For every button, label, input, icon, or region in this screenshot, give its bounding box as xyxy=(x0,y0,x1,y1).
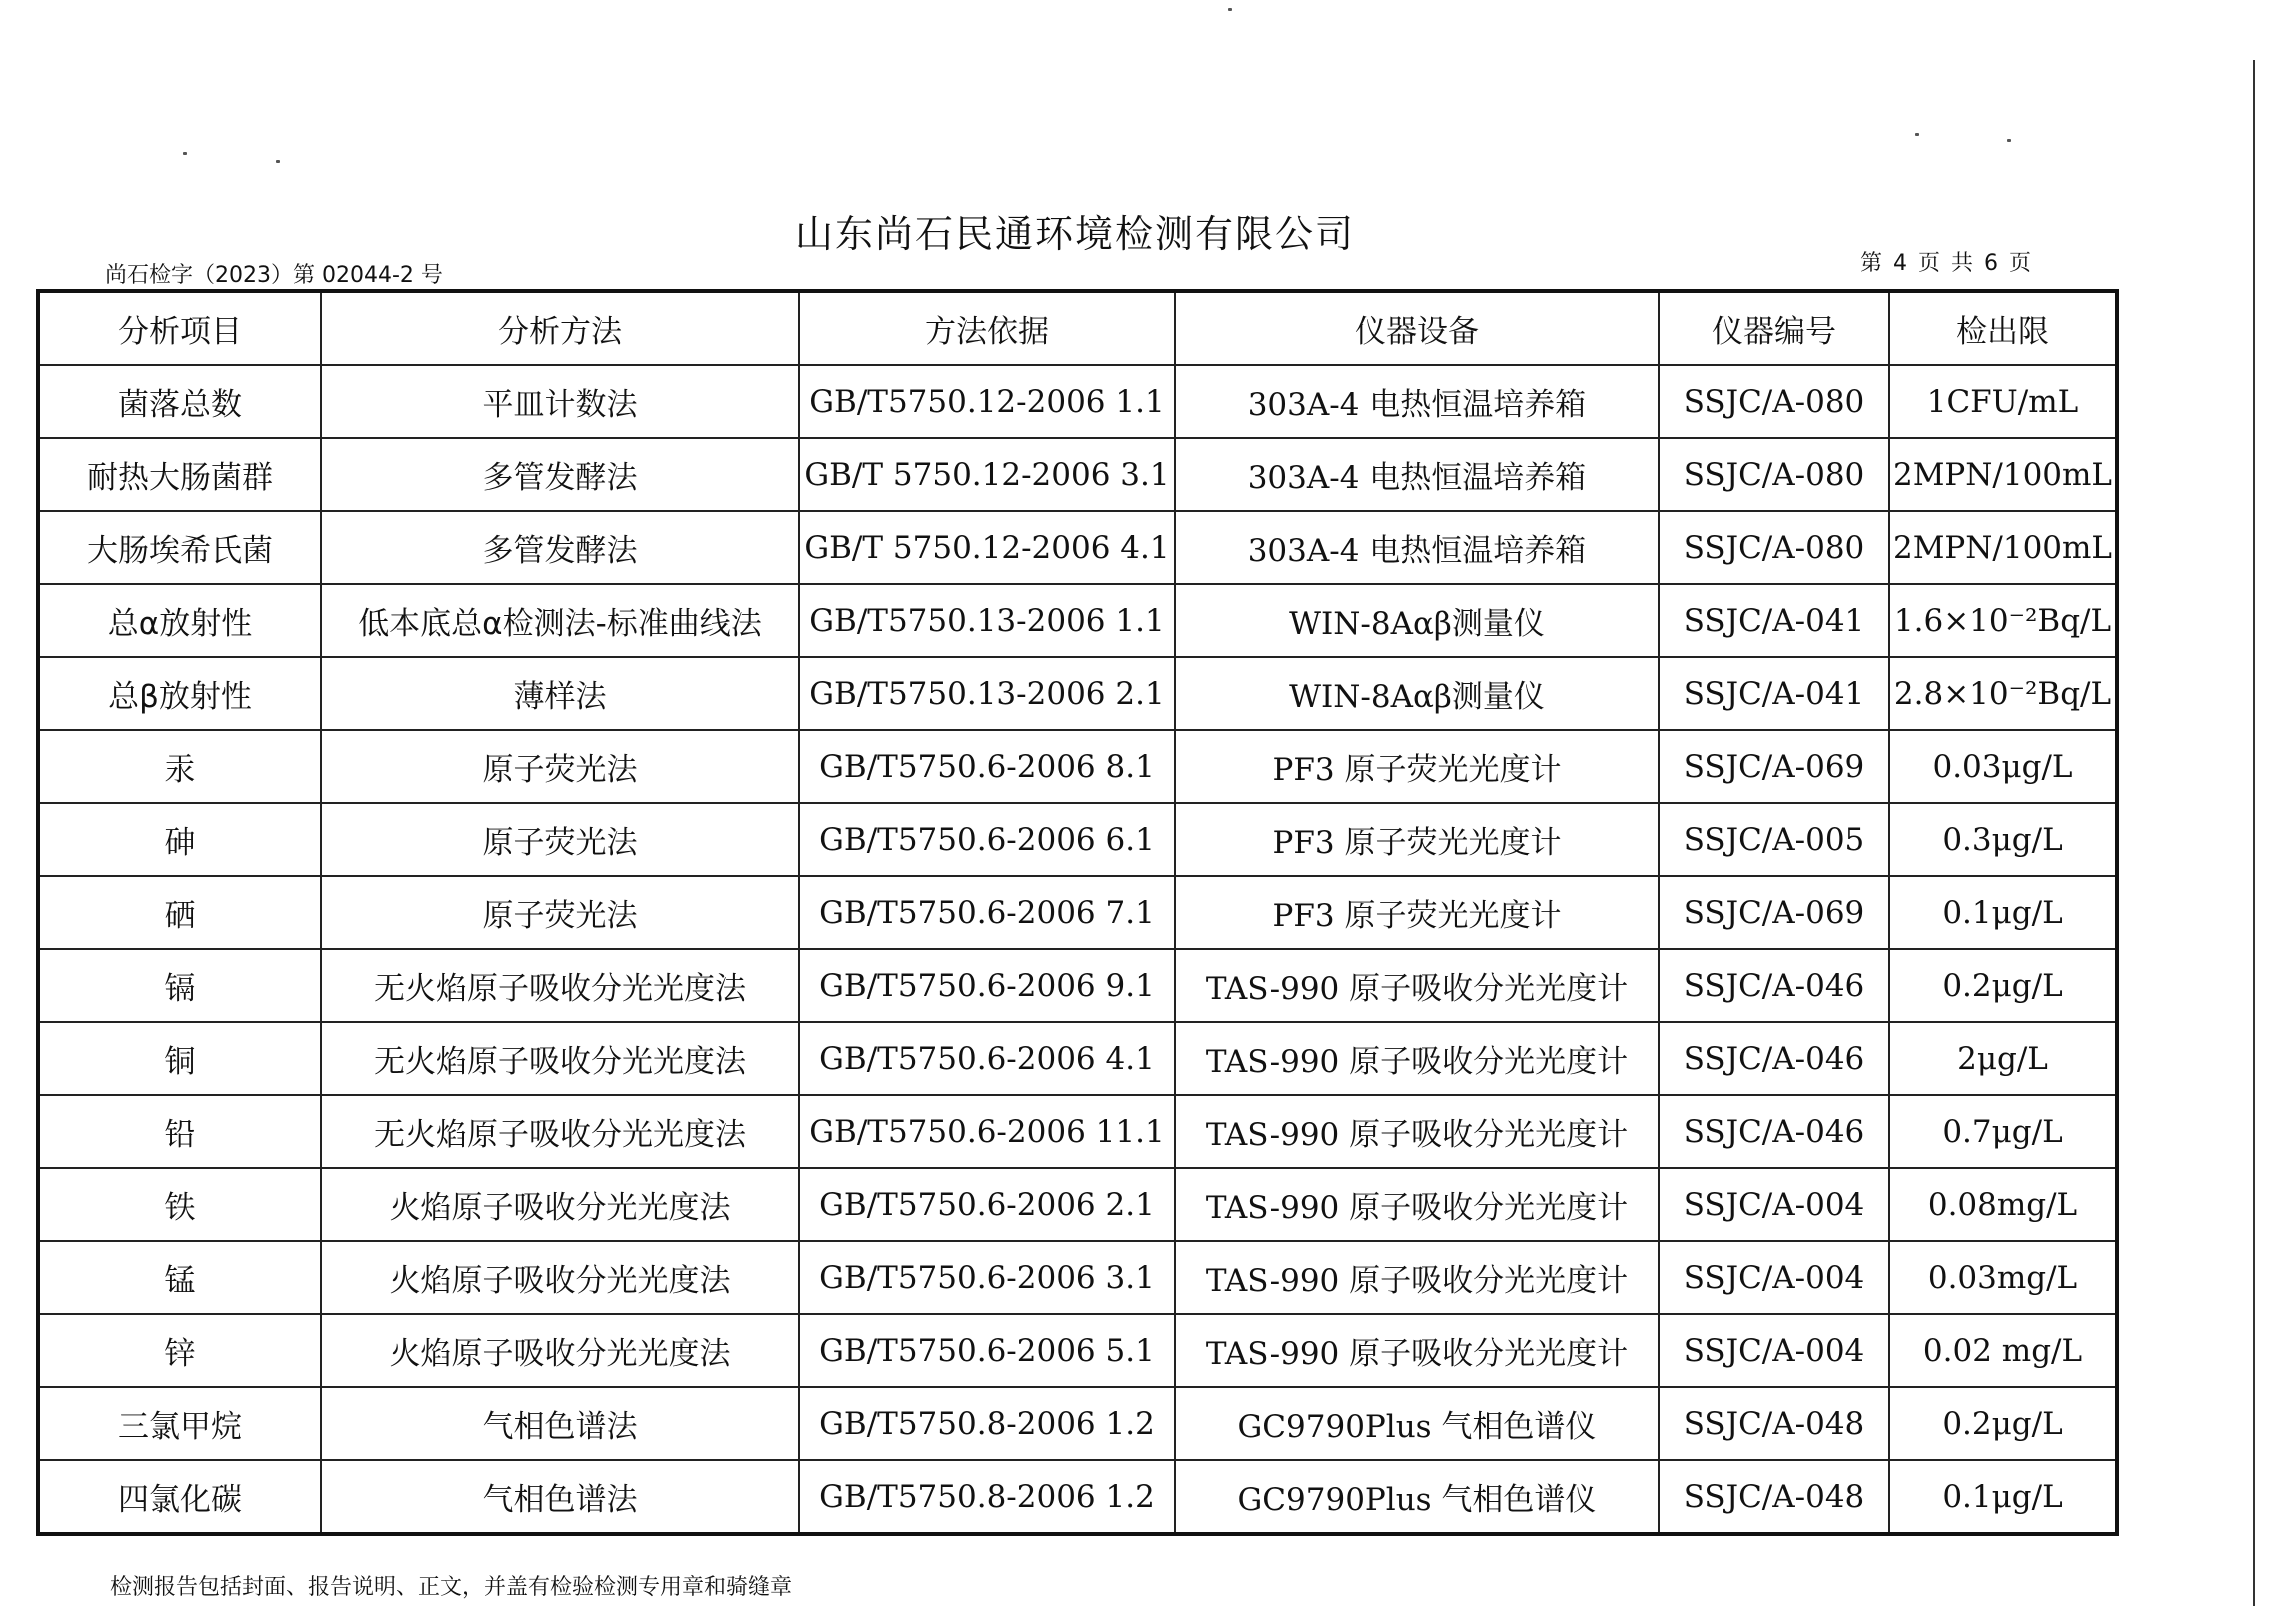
cell-instrument-no: SSJC/A-004 xyxy=(1659,1314,1889,1387)
cell-instrument-no: SSJC/A-048 xyxy=(1659,1387,1889,1460)
cell-item: 铅 xyxy=(38,1095,321,1168)
cell-instrument-no: SSJC/A-080 xyxy=(1659,511,1889,584)
cell-basis: GB/T5750.6-2006 11.1 xyxy=(799,1095,1175,1168)
cell-basis: GB/T5750.6-2006 5.1 xyxy=(799,1314,1175,1387)
cell-item: 铜 xyxy=(38,1022,321,1095)
cell-item: 铁 xyxy=(38,1168,321,1241)
cell-method: 薄样法 xyxy=(321,657,799,730)
table-row xyxy=(38,438,2117,511)
cell-item: 菌落总数 xyxy=(38,365,321,438)
cell-instrument-no: SSJC/A-080 xyxy=(1659,438,1889,511)
cell-basis: GB/T5750.6-2006 3.1 xyxy=(799,1241,1175,1314)
table-row xyxy=(38,803,2117,876)
cell-detection-limit: 1.6×10⁻²Bq/L xyxy=(1889,584,2117,657)
cell-instrument: 303A-4 电热恒温培养箱 xyxy=(1175,511,1659,584)
cell-method: 原子荧光法 xyxy=(321,876,799,949)
cell-basis: GB/T5750.6-2006 2.1 xyxy=(799,1168,1175,1241)
cell-item: 硒 xyxy=(38,876,321,949)
cell-instrument: PF3 原子荧光光度计 xyxy=(1175,730,1659,803)
cell-item: 总α放射性 xyxy=(38,584,321,657)
cell-detection-limit: 0.2μg/L xyxy=(1889,1387,2117,1460)
table-row xyxy=(38,1387,2117,1460)
cell-instrument-no: SSJC/A-048 xyxy=(1659,1460,1889,1534)
cell-method: 多管发酵法 xyxy=(321,438,799,511)
table-row xyxy=(38,876,2117,949)
cell-detection-limit: 0.08mg/L xyxy=(1889,1168,2117,1241)
footer-note: 检测报告包括封面、报告说明、正文，并盖有检验检测专用章和骑缝章 xyxy=(110,1575,793,1600)
cell-instrument: GC9790Plus 气相色谱仪 xyxy=(1175,1387,1659,1460)
cell-instrument: GC9790Plus 气相色谱仪 xyxy=(1175,1460,1659,1534)
cell-instrument-no: SSJC/A-004 xyxy=(1659,1168,1889,1241)
cell-instrument-no: SSJC/A-069 xyxy=(1659,730,1889,803)
cell-instrument: 303A-4 电热恒温培养箱 xyxy=(1175,365,1659,438)
header-instrument-no: 仪器编号 xyxy=(1659,291,1889,365)
cell-item: 大肠埃希氏菌 xyxy=(38,511,321,584)
table-row xyxy=(38,1095,2117,1168)
cell-item: 三氯甲烷 xyxy=(38,1387,321,1460)
cell-instrument: 303A-4 电热恒温培养箱 xyxy=(1175,438,1659,511)
cell-instrument: TAS-990 原子吸收分光光度计 xyxy=(1175,1095,1659,1168)
cell-item: 四氯化碳 xyxy=(38,1460,321,1534)
cell-item: 耐热大肠菌群 xyxy=(38,438,321,511)
company-title: 山东尚石民通环境检测有限公司 xyxy=(794,212,1355,256)
cell-instrument: TAS-990 原子吸收分光光度计 xyxy=(1175,1241,1659,1314)
cell-basis: GB/T5750.6-2006 4.1 xyxy=(799,1022,1175,1095)
cell-instrument: WIN-8Aαβ测量仪 xyxy=(1175,584,1659,657)
cell-detection-limit: 0.1μg/L xyxy=(1889,876,2117,949)
table-row xyxy=(38,1022,2117,1095)
cell-instrument: TAS-990 原子吸收分光光度计 xyxy=(1175,949,1659,1022)
cell-detection-limit: 2MPN/100mL xyxy=(1889,438,2117,511)
cell-instrument: TAS-990 原子吸收分光光度计 xyxy=(1175,1022,1659,1095)
cell-detection-limit: 0.7μg/L xyxy=(1889,1095,2117,1168)
scan-speck xyxy=(1228,8,1232,11)
cell-method: 多管发酵法 xyxy=(321,511,799,584)
scan-speck xyxy=(183,152,187,155)
cell-basis: GB/T5750.13-2006 1.1 xyxy=(799,584,1175,657)
cell-item: 镉 xyxy=(38,949,321,1022)
cell-basis: GB/T 5750.12-2006 4.1 xyxy=(799,511,1175,584)
table-row xyxy=(38,657,2117,730)
cell-instrument: WIN-8Aαβ测量仪 xyxy=(1175,657,1659,730)
scan-speck xyxy=(2007,139,2011,142)
cell-instrument-no: SSJC/A-005 xyxy=(1659,803,1889,876)
table-header-row xyxy=(38,291,2117,365)
cell-basis: GB/T5750.6-2006 9.1 xyxy=(799,949,1175,1022)
cell-instrument-no: SSJC/A-080 xyxy=(1659,365,1889,438)
cell-method: 原子荧光法 xyxy=(321,730,799,803)
page-edge-line xyxy=(2253,60,2255,1606)
cell-item: 砷 xyxy=(38,803,321,876)
cell-instrument-no: SSJC/A-046 xyxy=(1659,1022,1889,1095)
cell-instrument-no: SSJC/A-041 xyxy=(1659,584,1889,657)
cell-basis: GB/T5750.12-2006 1.1 xyxy=(799,365,1175,438)
table-row xyxy=(38,1460,2117,1534)
page-indicator: 第 4 页 共 6 页 xyxy=(1860,251,2031,276)
cell-method: 无火焰原子吸收分光光度法 xyxy=(321,949,799,1022)
header-method: 分析方法 xyxy=(321,291,799,365)
cell-detection-limit: 2MPN/100mL xyxy=(1889,511,2117,584)
table-row xyxy=(38,365,2117,438)
table-row xyxy=(38,1314,2117,1387)
cell-method: 火焰原子吸收分光光度法 xyxy=(321,1168,799,1241)
cell-detection-limit: 0.2μg/L xyxy=(1889,949,2117,1022)
header-item: 分析项目 xyxy=(38,291,321,365)
scan-speck xyxy=(1915,133,1919,136)
cell-basis: GB/T5750.8-2006 1.2 xyxy=(799,1387,1175,1460)
cell-instrument-no: SSJC/A-046 xyxy=(1659,949,1889,1022)
cell-instrument-no: SSJC/A-069 xyxy=(1659,876,1889,949)
table-row xyxy=(38,1168,2117,1241)
cell-basis: GB/T5750.6-2006 6.1 xyxy=(799,803,1175,876)
cell-method: 无火焰原子吸收分光光度法 xyxy=(321,1095,799,1168)
cell-method: 平皿计数法 xyxy=(321,365,799,438)
header-detection-limit: 检出限 xyxy=(1889,291,2117,365)
table-row xyxy=(38,511,2117,584)
scan-speck xyxy=(276,160,280,163)
cell-detection-limit: 0.03mg/L xyxy=(1889,1241,2117,1314)
cell-method: 无火焰原子吸收分光光度法 xyxy=(321,1022,799,1095)
cell-method: 火焰原子吸收分光光度法 xyxy=(321,1241,799,1314)
cell-method: 原子荧光法 xyxy=(321,803,799,876)
table-row xyxy=(38,949,2117,1022)
cell-basis: GB/T5750.13-2006 2.1 xyxy=(799,657,1175,730)
report-number: 尚石检字（2023）第 02044-2 号 xyxy=(105,263,443,288)
table-row xyxy=(38,1241,2117,1314)
cell-detection-limit: 0.02 mg/L xyxy=(1889,1314,2117,1387)
cell-instrument: PF3 原子荧光光度计 xyxy=(1175,803,1659,876)
header-instrument: 仪器设备 xyxy=(1175,291,1659,365)
cell-instrument-no: SSJC/A-004 xyxy=(1659,1241,1889,1314)
cell-instrument: TAS-990 原子吸收分光光度计 xyxy=(1175,1168,1659,1241)
cell-detection-limit: 2μg/L xyxy=(1889,1022,2117,1095)
cell-detection-limit: 0.3μg/L xyxy=(1889,803,2117,876)
cell-instrument-no: SSJC/A-041 xyxy=(1659,657,1889,730)
cell-instrument: TAS-990 原子吸收分光光度计 xyxy=(1175,1314,1659,1387)
cell-item: 锌 xyxy=(38,1314,321,1387)
table-row xyxy=(38,584,2117,657)
cell-instrument-no: SSJC/A-046 xyxy=(1659,1095,1889,1168)
cell-detection-limit: 1CFU/mL xyxy=(1889,365,2117,438)
cell-basis: GB/T5750.8-2006 1.2 xyxy=(799,1460,1175,1534)
cell-method: 低本底总α检测法-标准曲线法 xyxy=(321,584,799,657)
cell-basis: GB/T5750.6-2006 8.1 xyxy=(799,730,1175,803)
cell-method: 火焰原子吸收分光光度法 xyxy=(321,1314,799,1387)
cell-detection-limit: 0.03μg/L xyxy=(1889,730,2117,803)
cell-item: 总β放射性 xyxy=(38,657,321,730)
cell-instrument: PF3 原子荧光光度计 xyxy=(1175,876,1659,949)
cell-item: 汞 xyxy=(38,730,321,803)
cell-method: 气相色谱法 xyxy=(321,1460,799,1534)
cell-method: 气相色谱法 xyxy=(321,1387,799,1460)
cell-detection-limit: 0.1μg/L xyxy=(1889,1460,2117,1534)
cell-detection-limit: 2.8×10⁻²Bq/L xyxy=(1889,657,2117,730)
cell-basis: GB/T5750.6-2006 7.1 xyxy=(799,876,1175,949)
header-basis: 方法依据 xyxy=(799,291,1175,365)
cell-basis: GB/T 5750.12-2006 3.1 xyxy=(799,438,1175,511)
table-row xyxy=(38,730,2117,803)
cell-item: 锰 xyxy=(38,1241,321,1314)
analysis-methods-table xyxy=(36,289,2119,1536)
